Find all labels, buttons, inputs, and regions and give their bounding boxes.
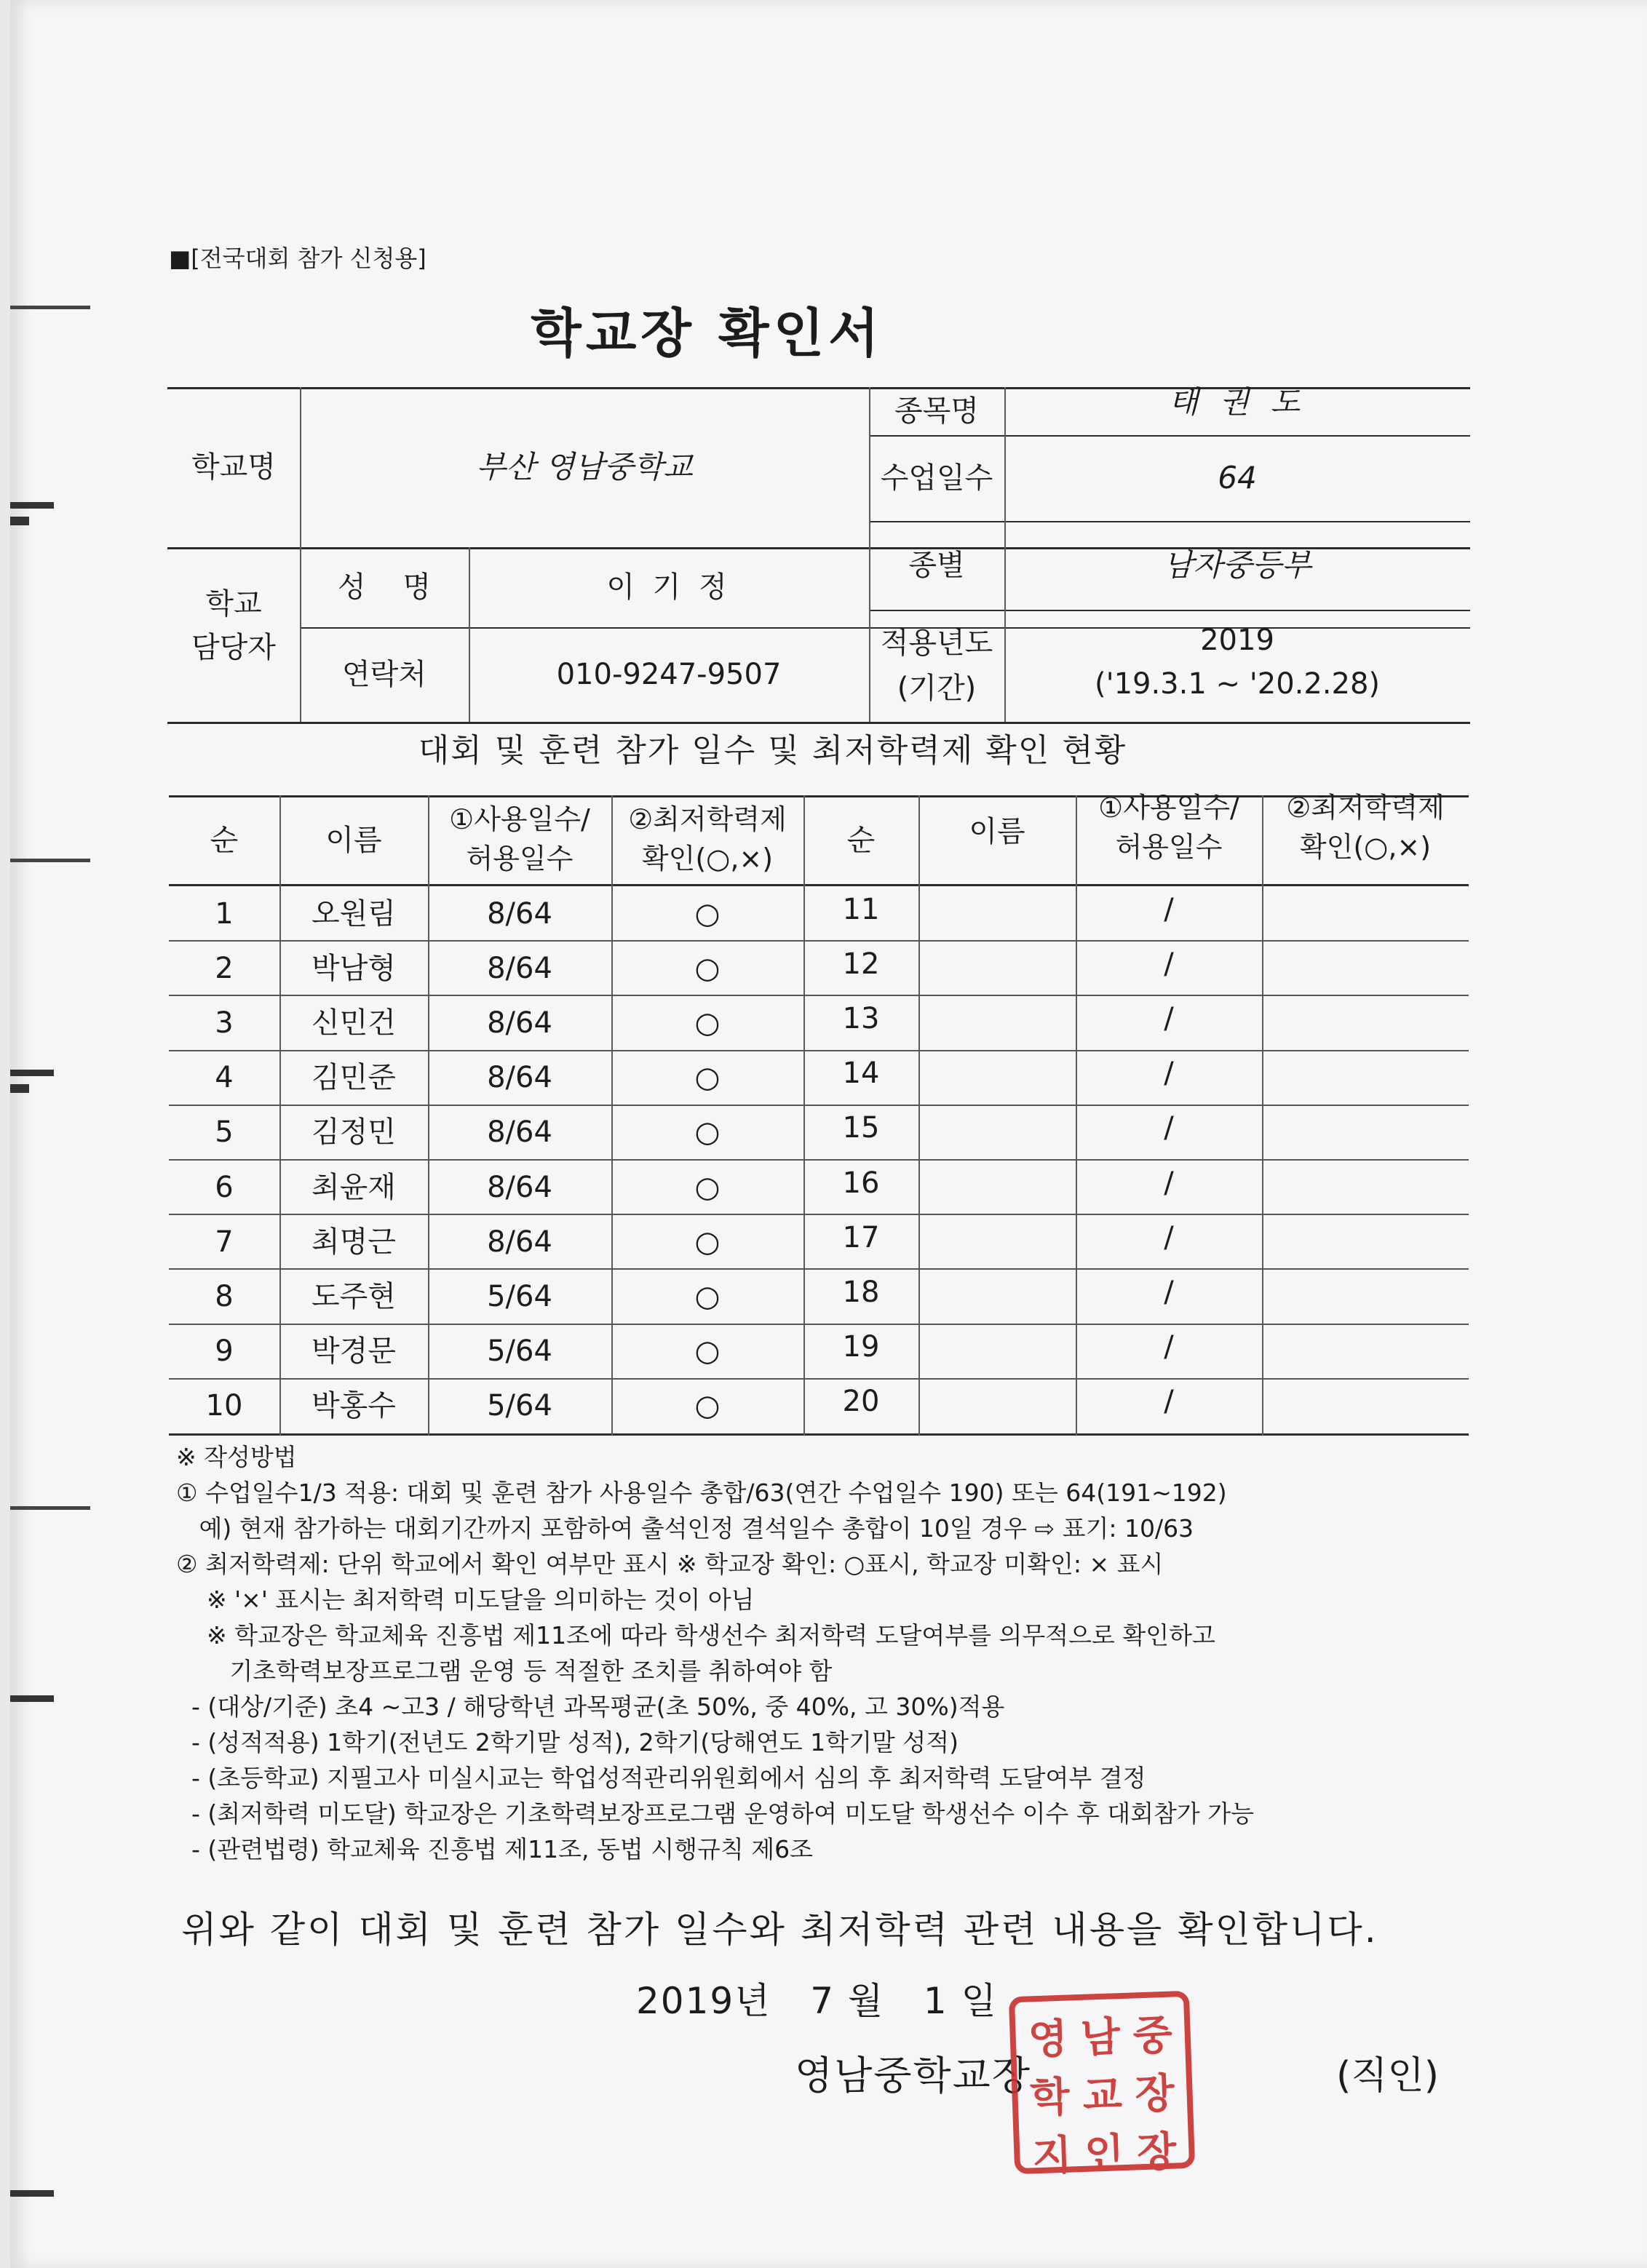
contact-group-label: 담당자: [191, 631, 276, 664]
row-check: ○: [694, 1225, 721, 1259]
row-days: 8/64: [487, 1006, 552, 1040]
year-label: 적용년도: [880, 626, 993, 660]
row-no: 13: [842, 1001, 880, 1035]
table-border: [918, 795, 920, 1436]
row-name: 신민건: [311, 1006, 396, 1040]
division-value: 남자중등부: [1163, 546, 1311, 583]
row-days: /: [1164, 947, 1174, 981]
confirmation-statement: 위와 같이 대회 및 훈련 참가 일수와 최저학력 관련 내용을 확인합니다.: [181, 1909, 1378, 1951]
row-check: ○: [694, 1389, 721, 1423]
row-check: ○: [694, 1170, 721, 1204]
row-check: ○: [694, 1061, 721, 1095]
scan-mark: [10, 1506, 90, 1510]
row-no: 8: [215, 1279, 234, 1313]
header-days: 허용일수: [1115, 831, 1223, 864]
row-days: /: [1164, 892, 1174, 926]
row-no: 9: [215, 1334, 234, 1369]
header-academic: ②최저학력제: [628, 803, 787, 836]
header-academic: 확인(○,×): [1299, 831, 1432, 864]
row-name: 도주현: [311, 1279, 396, 1313]
seal-character: 영: [1027, 2014, 1069, 2064]
instruction-line: ※ '×' 표시는 최저학력 미도달을 의미하는 것이 아님: [176, 1585, 755, 1614]
table-border: [1262, 795, 1263, 1436]
instruction-line: ② 최저학력제: 단위 학교에서 확인 여부만 표시 ※ 학교장 확인: ○표시, 학교장 미확인: × 표시: [176, 1550, 1164, 1578]
row-check: ○: [694, 951, 721, 985]
scan-mark: [10, 859, 90, 862]
row-days: 5/64: [487, 1334, 552, 1369]
seal-character: 학: [1029, 2072, 1071, 2122]
row-no: 2: [215, 951, 234, 985]
page-title: 학교장 확인서: [531, 303, 884, 364]
row-check: ○: [694, 1006, 721, 1040]
header-academic: ②최저학력제: [1286, 792, 1445, 824]
row-days: 8/64: [487, 951, 552, 985]
name-label: 성 명: [337, 570, 432, 604]
seal-character: 인: [1084, 2129, 1125, 2179]
row-name: 박경문: [311, 1334, 396, 1369]
instruction-line: ① 수업일수1/3 적용: 대회 및 훈련 참가 사용일수 총합/63(연간 수업일수 190) 또는 64(191~192): [176, 1479, 1227, 1507]
scan-mark: [10, 502, 54, 509]
row-days: 8/64: [487, 1061, 552, 1095]
scan-mark: [10, 2190, 54, 2197]
row-no: 16: [842, 1166, 880, 1200]
row-no: 12: [842, 947, 880, 981]
year-label: (기간): [897, 672, 977, 705]
row-no: 11: [842, 892, 880, 926]
row-check: ○: [694, 1279, 721, 1313]
row-days: /: [1164, 1001, 1174, 1035]
school-label: 학교명: [191, 450, 276, 484]
sport-label: 종목명: [894, 394, 979, 428]
row-name: 박홍수: [311, 1389, 396, 1423]
row-check: ○: [694, 896, 721, 931]
issue-date: 2019년 7 월 1 일: [636, 1980, 998, 2022]
official-seal: [1009, 1991, 1195, 2181]
row-name: 오원림: [311, 896, 396, 931]
name-value: 이 기 정: [606, 570, 731, 604]
scan-mark: [10, 517, 29, 525]
seal-character: 교: [1082, 2071, 1123, 2120]
school-value: 부산 영남중학교: [476, 448, 693, 485]
principal-name: 영남중학교장: [795, 2053, 1031, 2098]
header-days: 허용일수: [466, 843, 574, 875]
row-name: 박남형: [311, 951, 396, 985]
row-name: 최명근: [311, 1225, 396, 1259]
scan-mark: [10, 1084, 29, 1093]
row-name: 김정민: [311, 1115, 396, 1150]
header-days: ①사용일수/: [1098, 792, 1239, 824]
sport-value: 태 권 도: [1168, 383, 1306, 420]
row-days: /: [1164, 1111, 1174, 1145]
instruction-line: - (최저학력 미도달) 학교장은 기초학력보장프로그램 운영하여 미도달 학생선수 이수 후 대회참가 가능: [176, 1799, 1255, 1828]
instruction-line: ※ 학교장은 학교체육 진흥법 제11조에 따라 학생선수 최저학력 도달여부를 의무적으로 확인하고: [176, 1621, 1215, 1650]
row-days: /: [1164, 1385, 1174, 1419]
year-value: 2019: [1200, 624, 1274, 657]
header-no: 순: [846, 824, 876, 857]
contact-group-label: 학교: [205, 587, 262, 621]
header-academic: 확인(○,×): [641, 843, 774, 875]
row-no: 17: [842, 1220, 880, 1254]
instruction-line: - (초등학교) 지필고사 미실시교는 학업성적관리위원회에서 심의 후 최저학력 도달여부 결정: [176, 1764, 1146, 1792]
document-tag: ■[전국대회 참가 신청용]: [169, 244, 426, 272]
row-days: 5/64: [487, 1389, 552, 1423]
row-no: 5: [215, 1115, 234, 1150]
scan-mark: [10, 1695, 54, 1702]
row-no: 20: [842, 1385, 880, 1419]
row-no: 3: [215, 1006, 234, 1040]
row-days: 8/64: [487, 896, 552, 931]
header-name: 이름: [325, 824, 382, 857]
row-no: 6: [215, 1170, 234, 1204]
row-days: /: [1164, 1220, 1174, 1254]
instruction-line: - (대상/기준) 초4 ~고3 / 해당학년 과목평균(초 50%, 중 40%, 고 30%)적용: [176, 1692, 1005, 1721]
seal-character: 중: [1132, 2010, 1173, 2061]
row-days: /: [1164, 1275, 1174, 1309]
phone-value: 010-9247-9507: [556, 658, 782, 691]
table-border: [169, 1433, 1469, 1436]
phone-label: 연락처: [342, 658, 426, 691]
row-no: 18: [842, 1275, 880, 1309]
scan-mark: [10, 1070, 54, 1076]
days-value: 64: [1218, 459, 1257, 496]
division-label: 종별: [908, 549, 965, 582]
seal-character: 장: [1134, 2069, 1175, 2119]
row-name: 최윤재: [311, 1170, 396, 1204]
instruction-line: - (성적적용) 1학기(전년도 2학기말 성적), 2학기(당해연도 1학기말 성적): [176, 1728, 959, 1756]
row-no: 14: [842, 1057, 880, 1091]
section-title: 대회 및 훈련 참가 일수 및 최저학력제 확인 현황: [418, 732, 1127, 769]
header-name: 이름: [969, 815, 1025, 848]
table-border: [869, 610, 1470, 611]
row-days: 8/64: [487, 1225, 552, 1259]
instructions: [176, 1439, 1486, 1867]
seal-character: 남: [1079, 2013, 1122, 2062]
days-label: 수업일수: [880, 461, 993, 495]
row-check: ○: [694, 1334, 721, 1369]
row-days: /: [1164, 1057, 1174, 1091]
row-days: 8/64: [487, 1170, 552, 1204]
header-no: 순: [210, 824, 239, 857]
row-no: 15: [842, 1111, 880, 1145]
row-no: 19: [842, 1330, 880, 1364]
seal-character: 장: [1136, 2127, 1178, 2177]
row-no: 10: [205, 1389, 243, 1423]
row-days: 8/64: [487, 1115, 552, 1150]
row-name: 김민준: [311, 1061, 396, 1095]
year-period: ('19.3.1 ~ '20.2.28): [1094, 667, 1381, 701]
seal-character: 지: [1031, 2130, 1073, 2181]
row-days: /: [1164, 1330, 1174, 1364]
instruction-line: 기초학력보장프로그램 운영 등 적절한 조치를 취하여야 함: [176, 1657, 833, 1685]
row-days: /: [1164, 1166, 1174, 1200]
row-days: 5/64: [487, 1279, 552, 1313]
row-no: 4: [215, 1061, 234, 1095]
seal-label: (직인): [1336, 2054, 1440, 2098]
instruction-line: ※ 작성방법: [176, 1443, 297, 1471]
row-no: 1: [215, 896, 234, 931]
header-days: ①사용일수/: [449, 803, 590, 836]
row-check: ○: [694, 1115, 721, 1150]
instruction-line: 예) 현재 참가하는 대회기간까지 포함하여 출석인정 결석일수 총합이 10일 경우 ⇨ 표기: 10/63: [176, 1514, 1194, 1543]
row-no: 7: [215, 1225, 234, 1259]
instruction-line: - (관련법령) 학교체육 진흥법 제11조, 동법 시행규칙 제6조: [176, 1835, 813, 1863]
